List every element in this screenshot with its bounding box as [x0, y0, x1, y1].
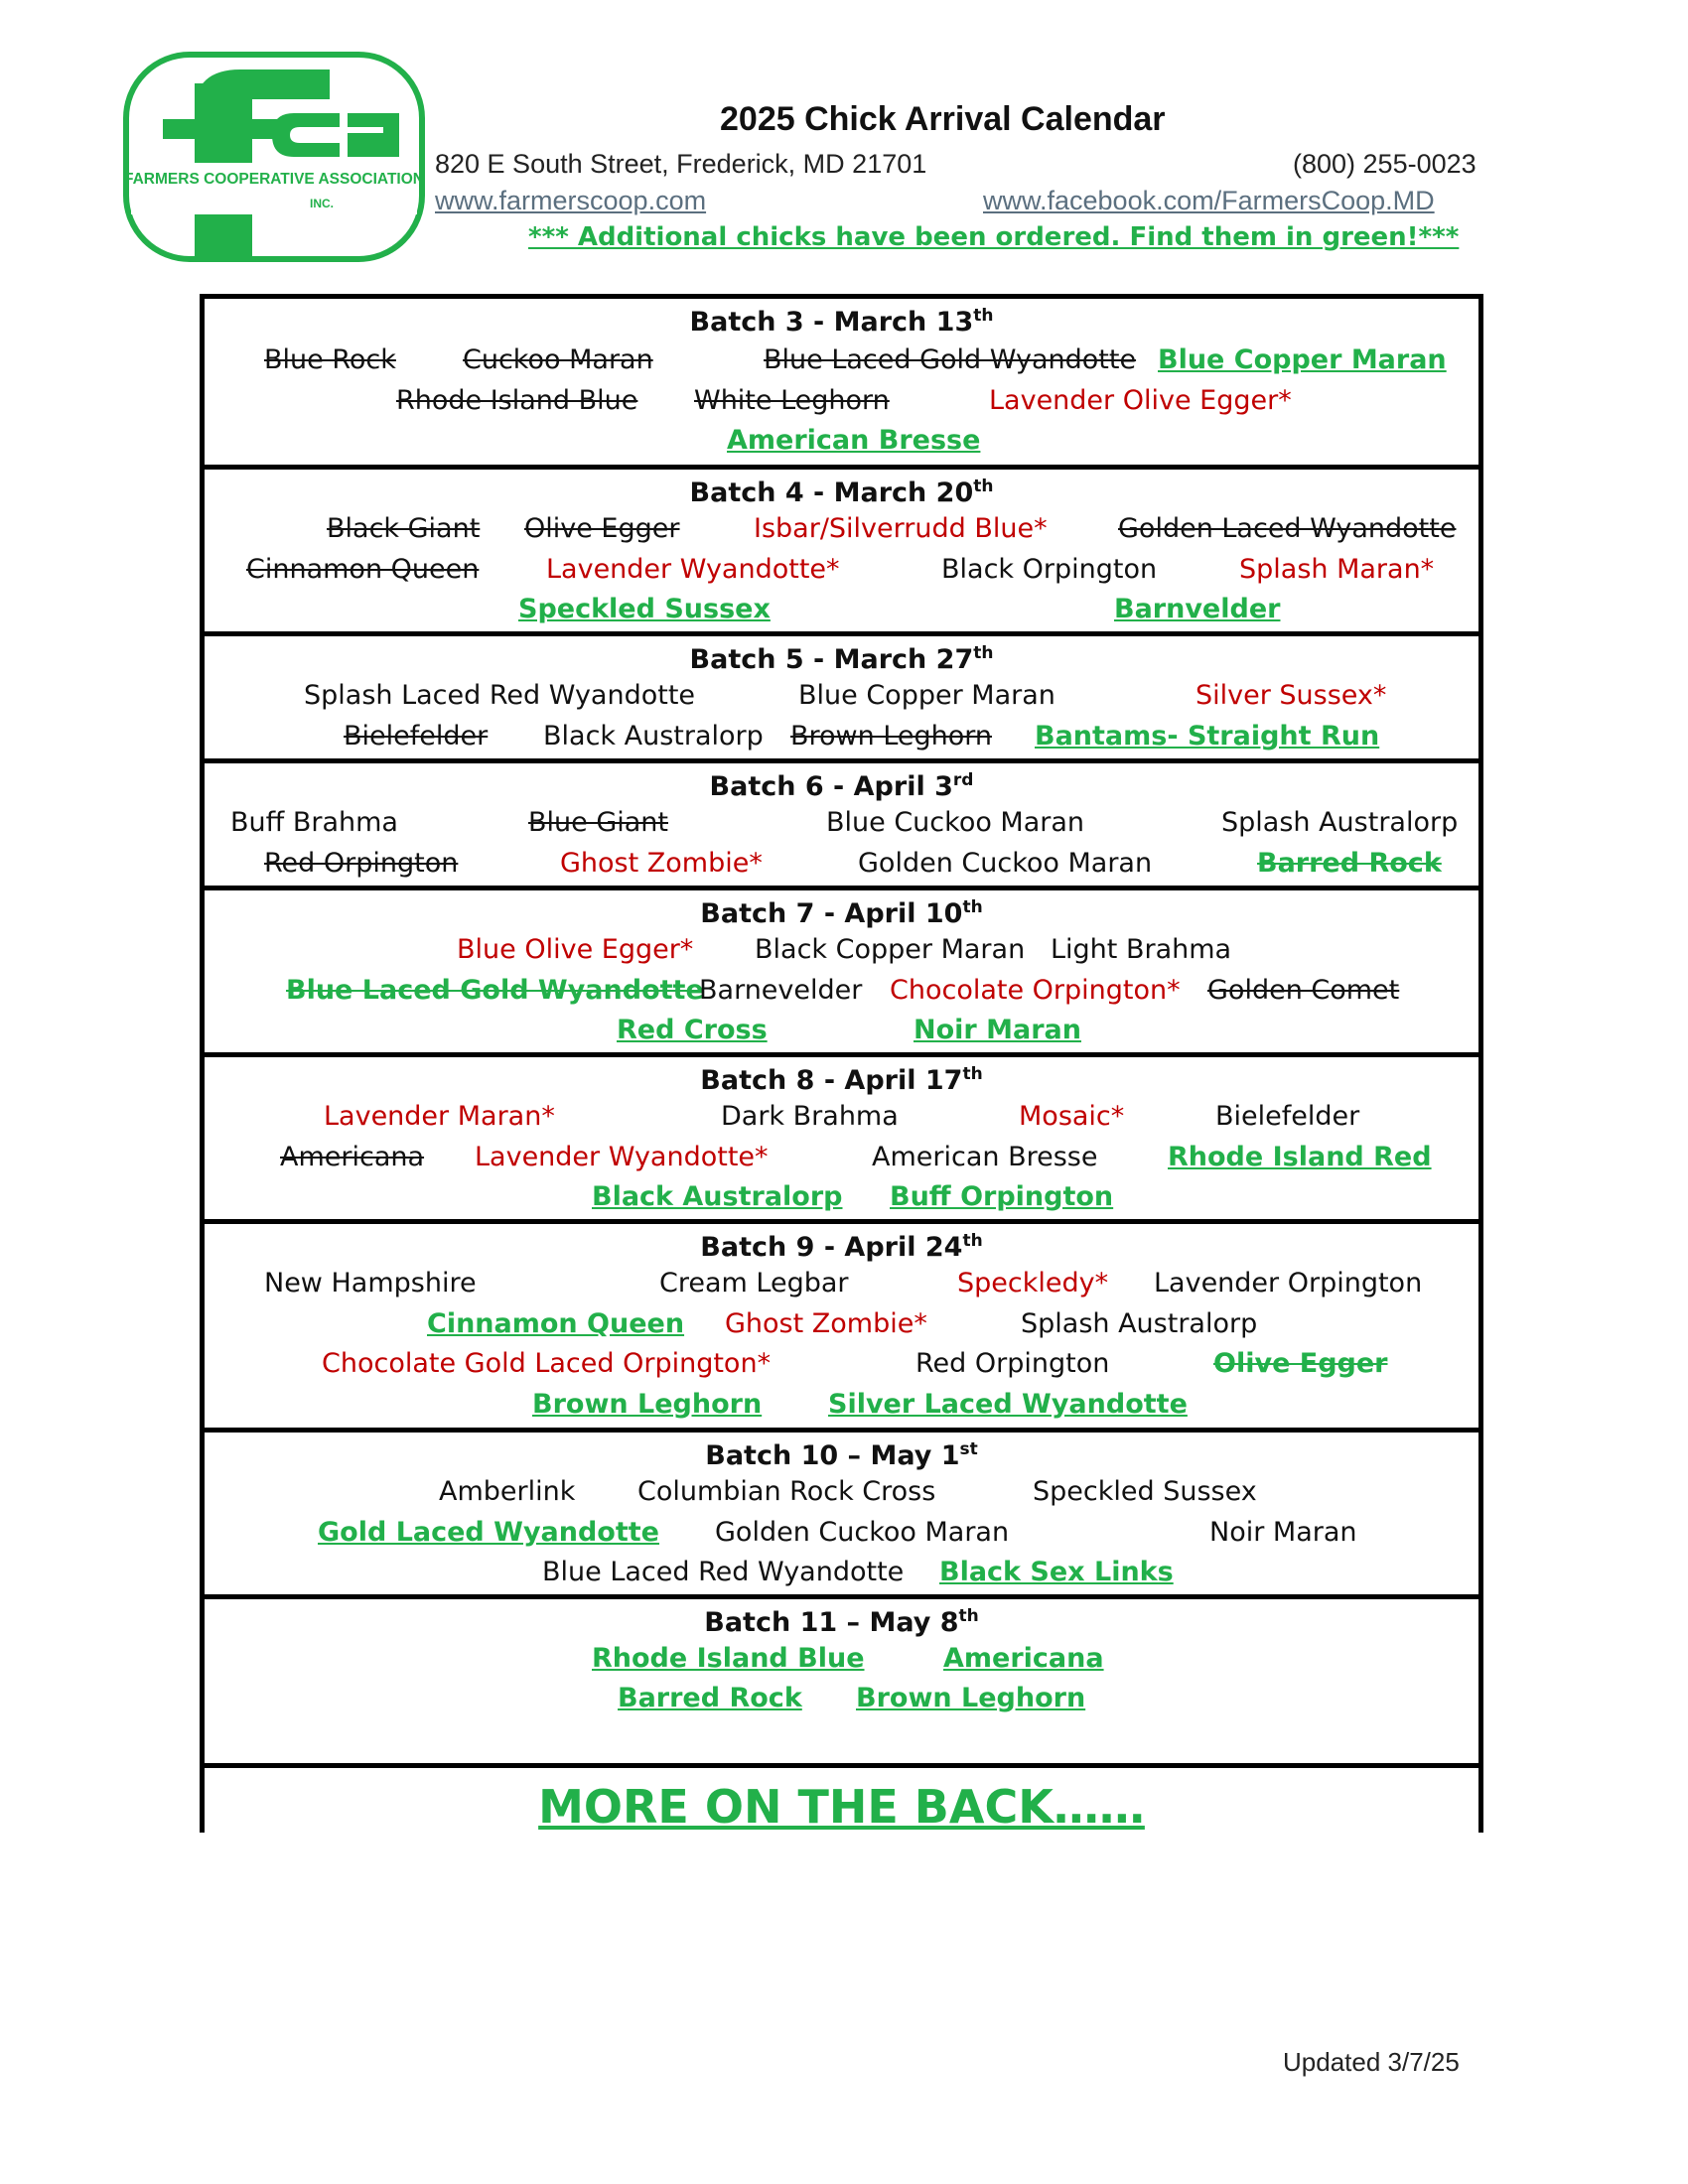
breed-item: Barnvelder: [1114, 594, 1281, 624]
breed-item: Columbian Rock Cross: [637, 1476, 936, 1507]
breed-item: Blue Copper Maran: [798, 680, 1055, 711]
batch-row: [205, 470, 1478, 636]
breed-item: Americana: [943, 1643, 1104, 1674]
breed-item: Black Sex Links: [939, 1557, 1174, 1587]
breed-item: Lavender Maran*: [324, 1101, 555, 1132]
breed-item: Splash Australorp: [1221, 807, 1459, 838]
breed-item: Ghost Zombie*: [560, 848, 763, 879]
batch-title: Batch 11 – May 8th: [704, 1606, 979, 1638]
store-phone: (800) 255-0023: [1293, 149, 1477, 179]
updated-date: Updated 3/7/25: [1283, 2047, 1460, 2077]
breed-item: Golden Cuckoo Maran: [858, 848, 1153, 879]
batch-title: Batch 3 - March 13th: [689, 306, 994, 338]
breed-item: Americana: [280, 1142, 425, 1172]
facebook-link[interactable]: www.facebook.com/FarmersCoop.MD: [983, 186, 1435, 215]
batch-row: [205, 890, 1478, 1057]
page-title: 2025 Chick Arrival Calendar: [720, 100, 1166, 138]
breed-item: Buff Brahma: [230, 807, 398, 838]
breed-item: Chocolate Orpington*: [890, 975, 1181, 1006]
breed-item: Blue Olive Egger*: [457, 934, 694, 965]
fca-logo: [123, 52, 425, 262]
batch-row: [205, 299, 1478, 470]
breed-item: Barred Rock: [1257, 848, 1442, 879]
batch-title: Batch 7 - April 10th: [700, 897, 983, 929]
breed-item: Lavender Wyandotte*: [475, 1142, 769, 1172]
breed-item: Silver Laced Wyandotte: [828, 1389, 1188, 1420]
breed-item: Barred Rock: [618, 1683, 802, 1713]
breed-item: Blue Laced Gold Wyandotte: [764, 344, 1137, 375]
breed-item: American Bresse: [872, 1142, 1098, 1172]
breed-item: Golden Laced Wyandotte: [1118, 513, 1457, 544]
batch-title: Batch 9 - April 24th: [700, 1231, 983, 1263]
breed-item: Brown Leghorn: [790, 721, 993, 751]
breed-item: Splash Australorp: [1021, 1308, 1258, 1339]
breed-item: New Hampshire: [264, 1268, 477, 1298]
store-address: 820 E South Street, Frederick, MD 21701: [435, 149, 927, 179]
breed-item: Noir Maran: [1209, 1517, 1357, 1548]
breed-item: Dark Brahma: [721, 1101, 899, 1132]
batch-row: [205, 1057, 1478, 1224]
breed-item: Golden Comet: [1207, 975, 1400, 1006]
batch-title: Batch 4 - March 20th: [689, 477, 994, 508]
batch-row: [205, 1224, 1478, 1433]
breed-item: Mosaic*: [1019, 1101, 1125, 1132]
breed-item: Black Copper Maran: [755, 934, 1026, 965]
breed-item: Red Orpington: [915, 1348, 1110, 1379]
batch-title: Batch 6 - April 3rd: [709, 770, 974, 802]
breed-item: Lavender Wyandotte*: [546, 554, 840, 585]
breed-item: Red Orpington: [264, 848, 459, 879]
batch-row: [205, 1599, 1478, 1768]
breed-item: Lavender Orpington: [1154, 1268, 1423, 1298]
breed-item: Barnevelder: [699, 975, 863, 1006]
breed-item: Splash Laced Red Wyandotte: [304, 680, 696, 711]
batch-row: [205, 763, 1478, 890]
breed-item: Blue Laced Gold Wyandotte: [286, 975, 704, 1006]
breed-item: Light Brahma: [1051, 934, 1232, 965]
breed-item: Bielefelder: [1215, 1101, 1360, 1132]
breed-item: Olive Egger: [1213, 1348, 1388, 1379]
more-on-back: MORE ON THE BACK……: [538, 1780, 1145, 1834]
breed-item: Speckled Sussex: [518, 594, 771, 624]
breed-item: Black Orpington: [941, 554, 1158, 585]
breed-item: Rhode Island Red: [1168, 1142, 1432, 1172]
breed-item: Rhode Island Blue: [592, 1643, 865, 1674]
breed-item: Blue Rock: [264, 344, 396, 375]
breed-item: Blue Giant: [528, 807, 668, 838]
breed-item: Brown Leghorn: [856, 1683, 1086, 1713]
breed-item: Cinnamon Queen: [427, 1308, 685, 1339]
breed-item: Olive Egger: [524, 513, 680, 544]
breed-item: Amberlink: [439, 1476, 576, 1507]
breed-item: Buff Orpington: [890, 1181, 1114, 1212]
breed-item: Bantams- Straight Run: [1035, 721, 1380, 751]
breed-item: Blue Copper Maran: [1158, 344, 1447, 375]
breed-item: Brown Leghorn: [532, 1389, 763, 1420]
breed-item: Splash Maran*: [1239, 554, 1435, 585]
breed-item: Silver Sussex*: [1196, 680, 1387, 711]
breed-item: Golden Cuckoo Maran: [715, 1517, 1010, 1548]
breed-item: Black Australorp: [592, 1181, 843, 1212]
breed-item: Bielefelder: [344, 721, 489, 751]
breed-item: Lavender Olive Egger*: [989, 385, 1292, 416]
breed-item: Noir Maran: [914, 1015, 1081, 1045]
batch-title: Batch 8 - April 17th: [700, 1064, 983, 1096]
green-notice: *** Additional chicks have been ordered. Find them in green!***: [528, 222, 1460, 252]
logo-inc: INC.: [310, 197, 334, 210]
batch-title: Batch 10 – May 1st: [705, 1439, 978, 1471]
breed-item: Isbar/Silverrudd Blue*: [754, 513, 1048, 544]
logo-text: FARMERS COOPERATIVE ASSOCIATION: [124, 171, 424, 188]
breed-item: Black Giant: [327, 513, 481, 544]
breed-item: Ghost Zombie*: [725, 1308, 927, 1339]
breed-item: Black Australorp: [543, 721, 764, 751]
breed-item: Blue Cuckoo Maran: [826, 807, 1085, 838]
website-link[interactable]: www.farmerscoop.com: [435, 186, 707, 215]
batch-row: [205, 636, 1478, 763]
batch-title: Batch 5 - March 27th: [689, 643, 994, 675]
breed-item: White Leghorn: [694, 385, 890, 416]
breed-item: Speckled Sussex: [1033, 1476, 1257, 1507]
breed-item: Cinnamon Queen: [246, 554, 480, 585]
breed-item: Cuckoo Maran: [463, 344, 653, 375]
batch-row: [205, 1433, 1478, 1599]
breed-item: Gold Laced Wyandotte: [318, 1517, 659, 1548]
breed-item: Speckledy*: [957, 1268, 1109, 1298]
breed-item: Rhode Island Blue: [396, 385, 638, 416]
breed-item: American Bresse: [727, 425, 981, 456]
breed-item: Red Cross: [617, 1015, 768, 1045]
breed-item: Cream Legbar: [659, 1268, 849, 1298]
breed-item: Blue Laced Red Wyandotte: [542, 1557, 905, 1587]
chick-calendar: [200, 294, 1483, 1833]
breed-item: Chocolate Gold Laced Orpington*: [322, 1348, 772, 1379]
